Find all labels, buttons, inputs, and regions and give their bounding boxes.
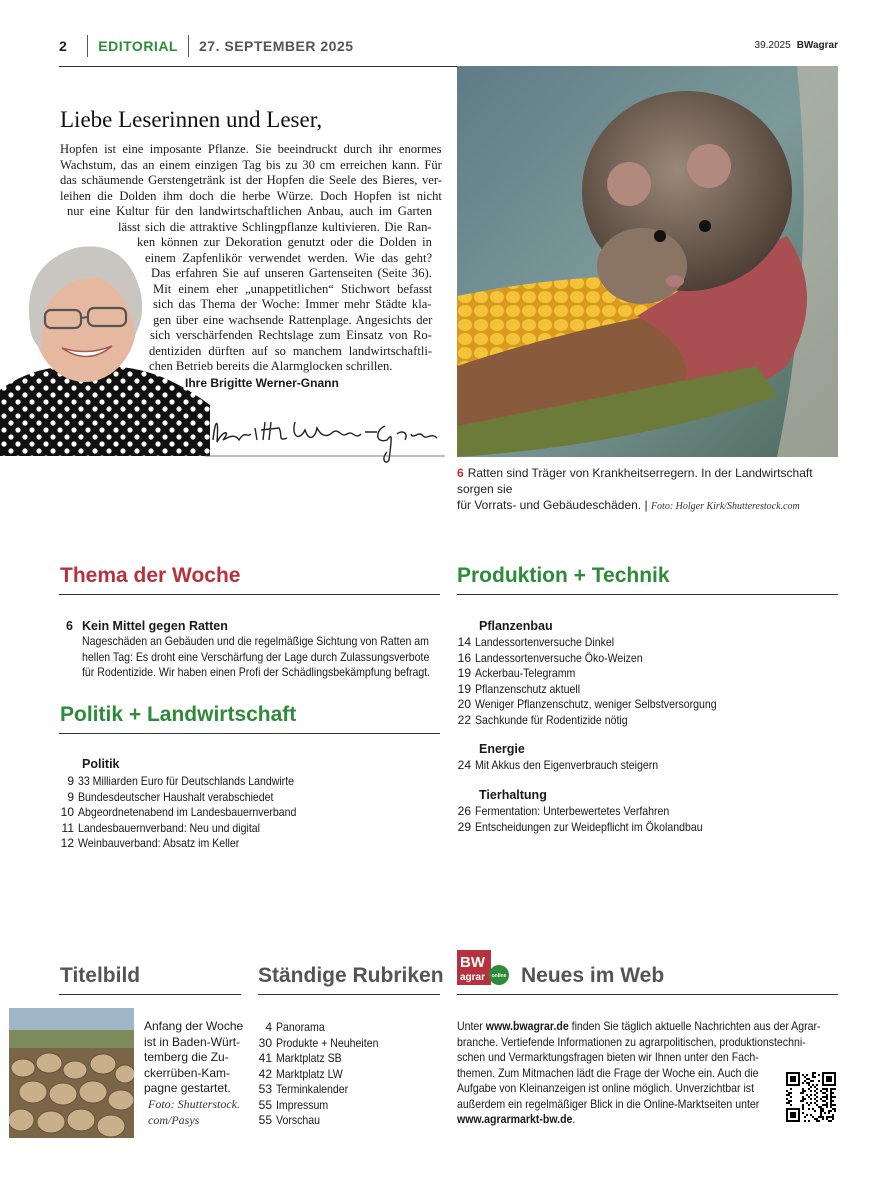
thema-teaser-text: hellen Tag: Es droht eine Verschärfung der Lage durch Zulassungsverbote bbox=[82, 649, 430, 664]
editorial-line: gen über eine wachsende Rattenplage. Angesichts der bbox=[153, 312, 433, 327]
editorial-line: sich das Thema der Woche: Immer mehr Städte kla- bbox=[153, 297, 432, 311]
logo-online-badge: online bbox=[491, 973, 507, 979]
produktion-item-page: 20 bbox=[457, 697, 471, 711]
produktion-item-title: Landessortenversuche Öko-Weizen bbox=[475, 650, 643, 665]
politik-item-title: 33 Milliarden Euro für Deutschlands Landwirte bbox=[78, 774, 295, 788]
web-line bbox=[457, 1081, 795, 1097]
produktion-item-page: 19 bbox=[457, 666, 471, 680]
rubriken-heading: Ständige Rubriken bbox=[258, 964, 444, 987]
thema-teaser-text: Nageschäden an Gebäuden und die regelmäßige Sichtung von Ratten am bbox=[82, 634, 429, 648]
editorial-line: lässt sich die attraktive Schlingpflanze kultivieren. Die Ran- bbox=[118, 219, 432, 234]
produktion-item-page: 14 bbox=[457, 635, 471, 649]
rubriken-item[interactable] bbox=[250, 1050, 351, 1066]
bwagrar-link[interactable]: www.bwagrar.de bbox=[485, 1019, 569, 1033]
author-signature bbox=[205, 400, 450, 470]
titelbild-line: temberg die Zu- bbox=[144, 1050, 229, 1064]
rat-photo bbox=[457, 66, 838, 457]
editorial-line: chen Betrieb bereits die Alarmglocken schrillen. bbox=[149, 359, 393, 373]
caption-divider: | bbox=[644, 498, 648, 512]
politik-rule bbox=[59, 733, 440, 734]
rubriken-item[interactable] bbox=[250, 1097, 335, 1113]
produktion-item-page: 29 bbox=[457, 819, 471, 834]
cover-photo bbox=[9, 1008, 134, 1138]
titelbild-rule bbox=[59, 994, 241, 995]
logo-agrar-text: agrar bbox=[460, 972, 486, 983]
rubriken-item-title: Panorama bbox=[276, 1020, 325, 1034]
politik-subheading: Politik bbox=[82, 757, 120, 771]
caption-credit: Foto: Holger Kirk/Shutterestock.com bbox=[650, 501, 800, 512]
politik-item[interactable] bbox=[52, 773, 323, 789]
rubriken-item[interactable] bbox=[250, 1035, 392, 1051]
web-line bbox=[457, 1035, 853, 1051]
produktion-item[interactable] bbox=[449, 712, 648, 728]
produktion-item-title: Sachkunde für Rodentizide nötig bbox=[475, 712, 628, 727]
web-line-text: Aufgabe von Kleinanzeigen ist online möglich. Unverzichtbar ist bbox=[457, 1081, 755, 1095]
thema-teaser-text: für Rodentizide. Wir haben einen Profi der Schädlingsbekämpfung befragt. bbox=[82, 665, 431, 679]
produktion-item-page: 26 bbox=[457, 804, 471, 818]
produktion-item[interactable] bbox=[449, 819, 734, 835]
thema-headline[interactable]: Kein Mittel gegen Ratten bbox=[82, 619, 228, 633]
web-line-text: außerdem ein regelmäßiger Blick in die Online-Marktseiten unter bbox=[457, 1096, 760, 1111]
produktion-item-title: Weniger Pflanzenschutz, weniger Selbstversorgung bbox=[475, 697, 717, 711]
rubriken-rule bbox=[258, 994, 440, 995]
titelbild-credit: com/Pasys bbox=[148, 1112, 200, 1127]
editorial-line: Das erfahren Sie auf unseren Gartenseiten (Seite 36). bbox=[151, 266, 432, 280]
politik-heading: Politik + Landwirtschaft bbox=[60, 703, 297, 726]
caption-page-ref: 6 bbox=[457, 466, 464, 480]
politik-item-page: 10 bbox=[60, 805, 74, 819]
caption-text-2: für Vorrats- und Gebäudeschäden. bbox=[457, 498, 642, 512]
web-line bbox=[457, 1066, 800, 1082]
titelbild-line: Anfang der Woche bbox=[144, 1019, 244, 1033]
agrarmarkt-link[interactable]: www.agrarmarkt-bw.de bbox=[457, 1112, 573, 1126]
web-rule bbox=[457, 994, 838, 995]
editorial-line: nur eine Kultur für den landwirtschaftlichen Anbau, auch im Garten bbox=[67, 204, 433, 218]
politik-item-title: Abgeordnetenabend im Landesbauernverband bbox=[78, 805, 297, 819]
produktion-item[interactable] bbox=[449, 650, 666, 666]
header-divider bbox=[87, 35, 88, 57]
issue-number: 39.2025 bbox=[754, 40, 791, 51]
politik-item-title: Landesbauernverband: Neu und digital bbox=[78, 820, 261, 835]
produktion-item-title: Pflanzenschutz aktuell bbox=[475, 681, 581, 696]
rubriken-item-page: 55 bbox=[258, 1097, 272, 1112]
web-line-first: Unter www.bwagrar.de finden Sie täglich aktuelle Nachrichten aus der Agrar- bbox=[457, 1019, 821, 1033]
editorial-line: dentiziden dürften auf so manchem landwirtschaftli- bbox=[149, 343, 433, 358]
politik-item-page: 11 bbox=[61, 820, 74, 835]
rubriken-item-title: Vorschau bbox=[276, 1113, 321, 1127]
thema-teaser-line bbox=[82, 665, 478, 681]
politik-item-title: Bundesdeutscher Haushalt verabschiedet bbox=[78, 789, 274, 804]
produktion-item-page: 22 bbox=[457, 712, 471, 727]
page-header bbox=[59, 34, 354, 58]
page-number: 2 bbox=[59, 38, 68, 54]
editorial-signoff: Ihre Brigitte Werner-Gnann bbox=[185, 376, 339, 390]
rubriken-item-title: Marktplatz LW bbox=[276, 1066, 343, 1081]
thema-teaser-line bbox=[82, 634, 476, 650]
editorial-line: leihen die Dolden ihm doch die herbe Würze. Doch Hopfen ist nicht bbox=[60, 188, 442, 203]
web-line-text: branche. Vertiefende Informationen zu agrarpolitischen, produktionstechni- bbox=[457, 1034, 806, 1049]
produktion-rule bbox=[457, 594, 838, 595]
produktion-subheading: Pflanzenbau bbox=[479, 619, 553, 633]
politik-item-page: 12 bbox=[60, 836, 74, 850]
rubriken-item[interactable] bbox=[250, 1081, 358, 1097]
web-line bbox=[457, 1097, 800, 1113]
editorial-line: ken können zur Dekoration genutzt oder die Dolden in bbox=[137, 235, 432, 249]
rubriken-item-title: Terminkalender bbox=[276, 1082, 349, 1096]
politik-item[interactable] bbox=[52, 804, 326, 820]
editorial-line: Wachstum, das an einem einzigen Tag bis zu 30 cm erreichen kann. Für bbox=[60, 157, 442, 172]
produktion-item-title: Entscheidungen zur Weidepflicht im Ökolandbau bbox=[475, 819, 703, 834]
caption-text: Ratten sind Träger von Krankheitserregern. In der Landwirtschaft sorgen sie bbox=[457, 466, 813, 496]
politik-item[interactable] bbox=[52, 835, 261, 851]
author-portrait bbox=[0, 230, 210, 456]
rubriken-item-page: 41 bbox=[258, 1051, 272, 1065]
produktion-heading: Produktion + Technik bbox=[457, 564, 670, 587]
thema-page-number[interactable]: 6 bbox=[66, 619, 73, 633]
rubriken-item-page: 53 bbox=[258, 1082, 272, 1096]
rubriken-item-title: Marktplatz SB bbox=[276, 1051, 342, 1065]
produktion-item-page: 24 bbox=[457, 758, 471, 772]
header-divider bbox=[188, 35, 189, 57]
produktion-subheading: Tierhaltung bbox=[479, 788, 547, 802]
bwagrar-online-logo[interactable] bbox=[457, 950, 509, 985]
titelbild-heading: Titelbild bbox=[60, 964, 141, 987]
rubriken-item-page: 4 bbox=[265, 1020, 272, 1034]
titelbild-line: ckerrüben-Kam- bbox=[144, 1065, 231, 1080]
produktion-item-page: 16 bbox=[457, 650, 471, 665]
politik-item-page: 9 bbox=[67, 774, 74, 788]
rubriken-item[interactable] bbox=[250, 1066, 352, 1082]
brand-name: BWagrar bbox=[796, 40, 838, 51]
politik-item-page: 9 bbox=[67, 789, 74, 804]
rubriken-item-title: Produkte + Neuheiten bbox=[276, 1035, 379, 1050]
issue-info bbox=[755, 40, 838, 51]
produktion-subheading: Energie bbox=[479, 742, 525, 756]
produktion-item-title: Fermentation: Unterbewertetes Verfahren bbox=[475, 804, 670, 818]
rubriken-item-page: 55 bbox=[258, 1113, 272, 1127]
politik-item[interactable] bbox=[52, 789, 300, 805]
editorial-line: das schäumende Gerstengetränk ist der Hopfen die Seele des Bieres, ver- bbox=[60, 173, 442, 187]
politik-item-title: Weinbauverband: Absatz im Keller bbox=[78, 836, 240, 850]
produktion-item[interactable] bbox=[449, 681, 594, 697]
rubriken-item[interactable] bbox=[250, 1112, 326, 1128]
editorial-greeting: Liebe Leserinnen und Leser, bbox=[60, 107, 323, 132]
web-line-text: schen und Vermarktungsfragen bieten wir Ihnen unter den Fach- bbox=[457, 1050, 759, 1064]
issue-date: 27. SEPTEMBER 2025 bbox=[199, 38, 354, 54]
titelbild-line: ist in Baden-Würt- bbox=[144, 1034, 241, 1049]
titelbild-credit: Foto: Shutterstock. bbox=[148, 1097, 240, 1111]
produktion-item-page: 19 bbox=[457, 681, 471, 696]
produktion-item-title: Mit Akkus den Eigenverbrauch steigern bbox=[475, 758, 659, 772]
editorial-line: einem Zapfenlikör verwendet werden. Wie das geht? bbox=[145, 250, 433, 265]
editorial-line: sich verschärfenden Rechtslage zum Einsatz von Ro- bbox=[150, 328, 432, 342]
produktion-item[interactable] bbox=[449, 696, 750, 712]
produktion-item[interactable] bbox=[449, 803, 696, 819]
web-line bbox=[457, 1050, 800, 1066]
produktion-item-title: Ackerbau-Telegramm bbox=[475, 666, 576, 680]
web-line-text: themen. Zum Mitmachen lädt die Frage der Woche ein. Auch die bbox=[457, 1065, 759, 1080]
thema-heading: Thema der Woche bbox=[60, 564, 241, 587]
thema-teaser-line bbox=[82, 650, 477, 666]
web-line-last: www.agrarmarkt-bw.de. bbox=[457, 1112, 576, 1126]
rubriken-item-page: 30 bbox=[258, 1035, 272, 1050]
photo-caption bbox=[457, 465, 847, 515]
rubriken-item-title: Impressum bbox=[276, 1097, 329, 1112]
section-label: EDITORIAL bbox=[98, 38, 178, 54]
logo-bw-text: BW bbox=[460, 954, 485, 971]
produktion-item-title: Landessortenversuche Dinkel bbox=[475, 635, 615, 649]
editorial-line: Mit einem eher „unappetitlichen“ Stichwort befasst bbox=[153, 281, 433, 296]
produktion-item[interactable] bbox=[449, 665, 589, 681]
thema-rule bbox=[59, 594, 440, 595]
produktion-item[interactable] bbox=[449, 757, 683, 773]
qr-code[interactable] bbox=[786, 1072, 836, 1122]
web-heading: Neues im Web bbox=[521, 964, 665, 987]
rubriken-item-page: 42 bbox=[258, 1066, 272, 1081]
titelbild-line: pagne gestartet. bbox=[144, 1081, 231, 1095]
editorial-line: Hopfen ist eine imposante Pflanze. Sie beeindruckt durch ihr enormes bbox=[60, 142, 442, 156]
produktion-item[interactable] bbox=[449, 634, 633, 650]
politik-item[interactable] bbox=[52, 820, 285, 836]
rubriken-item[interactable] bbox=[250, 1019, 331, 1035]
